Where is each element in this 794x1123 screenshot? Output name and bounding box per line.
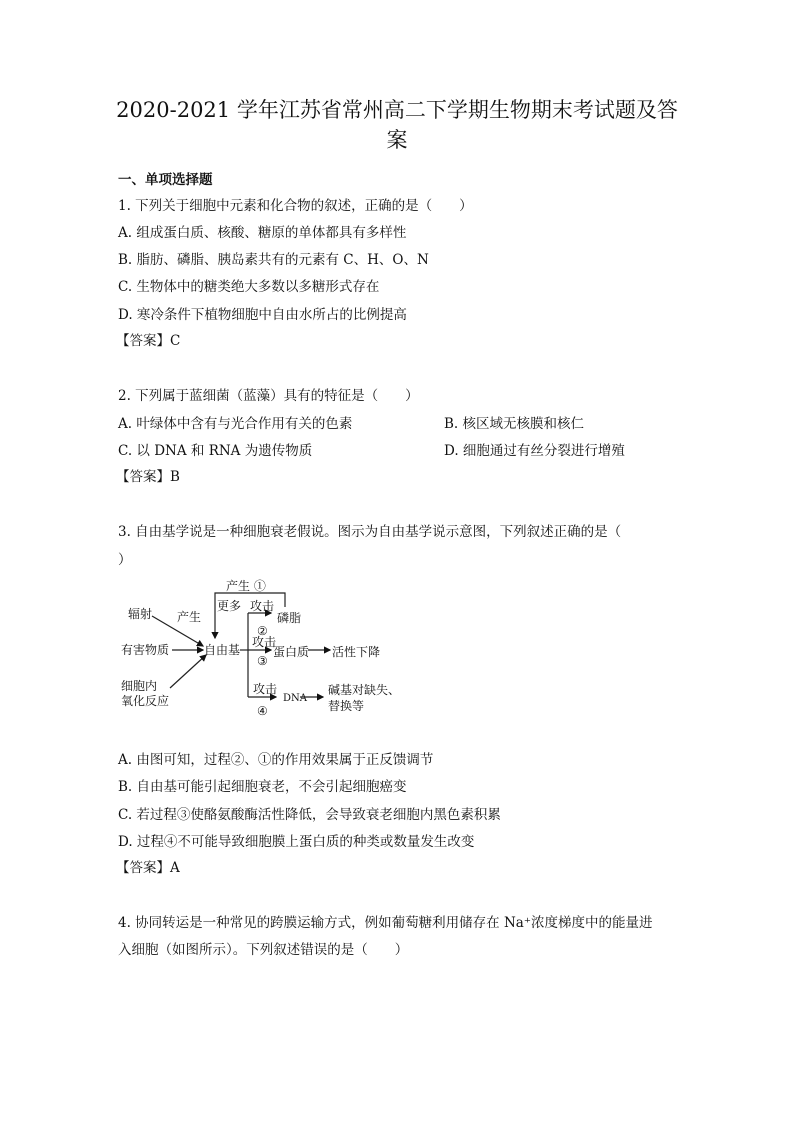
q3-answer: 【答案】A — [116, 860, 180, 876]
label-circle-4: ④ — [257, 704, 268, 718]
q2-option-b: B. 核区域无核膜和核仁 — [444, 416, 585, 432]
label-phospholipid: 磷脂 — [277, 611, 302, 625]
document-title: 2020-2021 学年江苏省常州高二下学期生物期末考试题及答 — [116, 98, 678, 122]
q2-option-a: A. 叶绿体中含有与光合作用有关的色素 — [118, 416, 353, 432]
label-protein: 蛋白质 — [273, 645, 310, 659]
free-radical-diagram — [110, 570, 410, 720]
label-produce-1: 产生 ① — [226, 579, 266, 593]
q1-option-c: C. 生物体中的糖类绝大多数以多糖形式存在 — [118, 279, 380, 295]
label-dna: DNA — [283, 693, 307, 704]
q3-stem: 3. 自由基学说是一种细胞衰老假说。图示为自由基学说示意图，下列叙述正确的是（ — [118, 524, 622, 540]
label-circle-2: ② — [257, 624, 268, 638]
section-heading: 一、单项选择题 — [118, 172, 213, 188]
q3-option-b: B. 自由基可能引起细胞衰老，不会引起细胞癌变 — [118, 779, 407, 795]
q4-stem-cont: 入细胞（如图所示）。下列叙述错误的是（ ） — [118, 942, 409, 958]
label-free-radical: 自由基 — [204, 643, 241, 657]
q1-stem: 1. 下列关于细胞中元素和化合物的叙述，正确的是（ ） — [118, 198, 473, 214]
label-harmful: 有害物质 — [121, 643, 170, 657]
q2-option-c: C. 以 DNA 和 RNA 为遗传物质 — [118, 443, 313, 459]
label-radiation: 辐射 — [128, 607, 153, 621]
label-attack-1: 攻击 — [250, 599, 275, 613]
q1-answer: 【答案】C — [116, 333, 181, 349]
q1-option-a: A. 组成蛋白质、核酸、糖原的单体都具有多样性 — [118, 225, 407, 241]
q3-option-c: C. 若过程③使酪氨酸酶活性降低，会导致衰老细胞内黑色素积累 — [118, 807, 501, 823]
label-produce: 产生 — [177, 610, 202, 624]
q1-option-b: B. 脂肪、磷脂、胰岛素共有的元素有 C、H、O、N — [118, 252, 429, 268]
label-more: 更多 — [217, 599, 242, 613]
q2-option-d: D. 细胞通过有丝分裂进行增殖 — [444, 443, 625, 459]
q3-option-a: A. 由图可知，过程②、①的作用效果属于正反馈调节 — [118, 752, 434, 768]
label-attack-3: 攻击 — [253, 682, 278, 696]
q4-stem: 4. 协同转运是一种常见的跨膜运输方式，例如葡萄糖利用储存在 Na⁺浓度梯度中的能量进 — [118, 915, 653, 931]
label-attack-2: 攻击 — [252, 635, 277, 649]
label-base-replace: 替换等 — [328, 699, 365, 713]
document-title-cont: 案 — [386, 128, 408, 152]
q1-option-d: D. 寒冷条件下植物细胞中自由水所占的比例提高 — [118, 307, 407, 323]
q2-answer: 【答案】B — [116, 469, 180, 485]
q3-option-d: D. 过程④不可能导致细胞膜上蛋白质的种类或数量发生改变 — [118, 834, 475, 850]
label-activity-drop: 活性下降 — [332, 645, 381, 659]
q3-stem-cont: ） — [118, 552, 132, 568]
label-intracellular: 细胞内 — [121, 679, 158, 693]
label-base-loss: 碱基对缺失、 — [328, 683, 401, 697]
q2-stem: 2. 下列属于蓝细菌（蓝藻）具有的特征是（ ） — [118, 388, 419, 404]
label-circle-3: ③ — [257, 654, 268, 668]
label-oxidation: 氧化反应 — [121, 694, 170, 708]
